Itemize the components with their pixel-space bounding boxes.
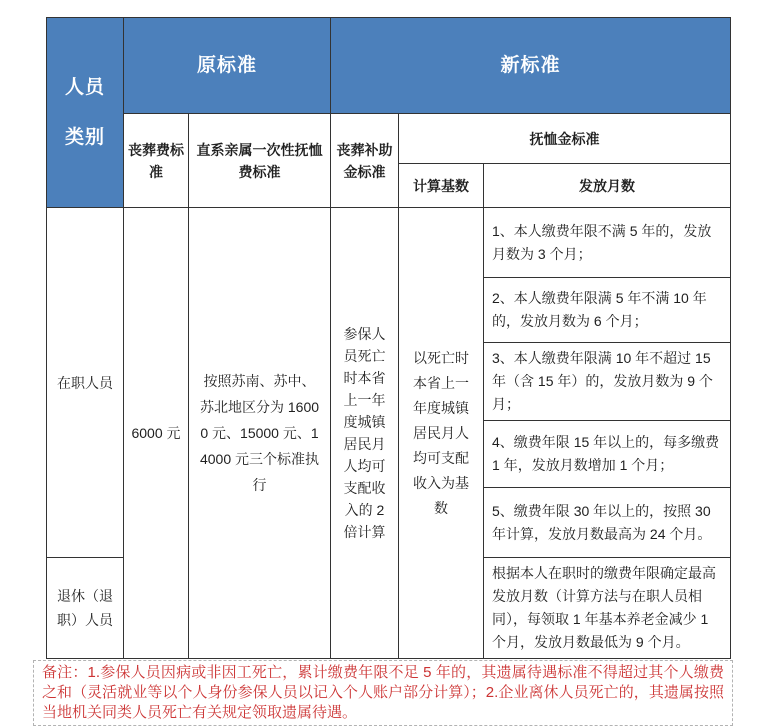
- page: [0, 17, 766, 721]
- months-rule-6: 根据本人在职时的缴费年限确定最高发放月数（计算方法与在职人员相同），每领取 1 年基本养老金减少 1 个月，发放月数最低为 9 个月。: [484, 558, 731, 659]
- body-row-1: [47, 208, 731, 278]
- cell-active-personnel: 在职人员: [47, 208, 124, 558]
- header-personnel-category: [47, 18, 124, 208]
- personnel-category-line1: 人员: [64, 76, 105, 98]
- cell-funeral-fee-value: 6000 元: [124, 208, 189, 659]
- months-rule-2: 2、本人缴费年限满 5 年不满 10 年的，发放月数为 6 个月；: [484, 278, 731, 343]
- personnel-category-line2: 类别: [64, 126, 105, 148]
- header-funeral-subsidy-standard: 丧葬补助金标准: [331, 114, 399, 208]
- cell-lineal-relative-value: 按照苏南、苏中、苏北地区分为 16000 元、15000 元、14000 元三个标准执行: [189, 208, 331, 659]
- header-row-2: [47, 114, 731, 164]
- months-rule-5: 5、缴费年限 30 年以上的，按照 30 年计算，发放月数最高为 24 个月。: [484, 488, 731, 558]
- months-rule-3: 3、本人缴费年限满 10 年不超过 15 年（含 15 年）的，发放月数为 9 个月；: [484, 343, 731, 421]
- cell-retired-personnel: 退休（退职）人员: [47, 558, 124, 659]
- header-pension-standard: 抚恤金标准: [399, 114, 731, 164]
- months-rule-1: 1、本人缴费年限不满 5 年的，发放月数为 3 个月；: [484, 208, 731, 278]
- header-row-1: [47, 18, 731, 114]
- header-funeral-fee-standard: 丧葬费标准: [124, 114, 189, 208]
- header-original-standard: 原标准: [124, 18, 331, 114]
- header-calculation-base: 计算基数: [399, 164, 484, 208]
- benefits-table: [46, 17, 731, 659]
- cell-funeral-subsidy-value: 参保人员死亡时本省上一年度城镇居民月人均可支配收入的 2 倍计算: [331, 208, 399, 659]
- header-new-standard: 新标准: [331, 18, 731, 114]
- months-rule-4: 4、缴费年限 15 年以上的，每多缴费 1 年，发放月数增加 1 个月；: [484, 421, 731, 488]
- footnote: 备注：1.参保人员因病或非因工死亡，累计缴费年限不足 5 年的，其遗属待遇标准不得超过其个人缴费之和（灵活就业等以个人身份参保人员以记入个人账户部分计算）；2.企业离休人员死亡的，其遗属按照当地机关同类人员死亡有关规定领取遗属待遇。: [33, 660, 733, 726]
- header-lineal-relative-standard: 直系亲属一次性抚恤费标准: [189, 114, 331, 208]
- cell-calculation-base-value: 以死亡时本省上一年度城镇居民月人均可支配收入为基数: [399, 208, 484, 659]
- header-months-issued: 发放月数: [484, 164, 731, 208]
